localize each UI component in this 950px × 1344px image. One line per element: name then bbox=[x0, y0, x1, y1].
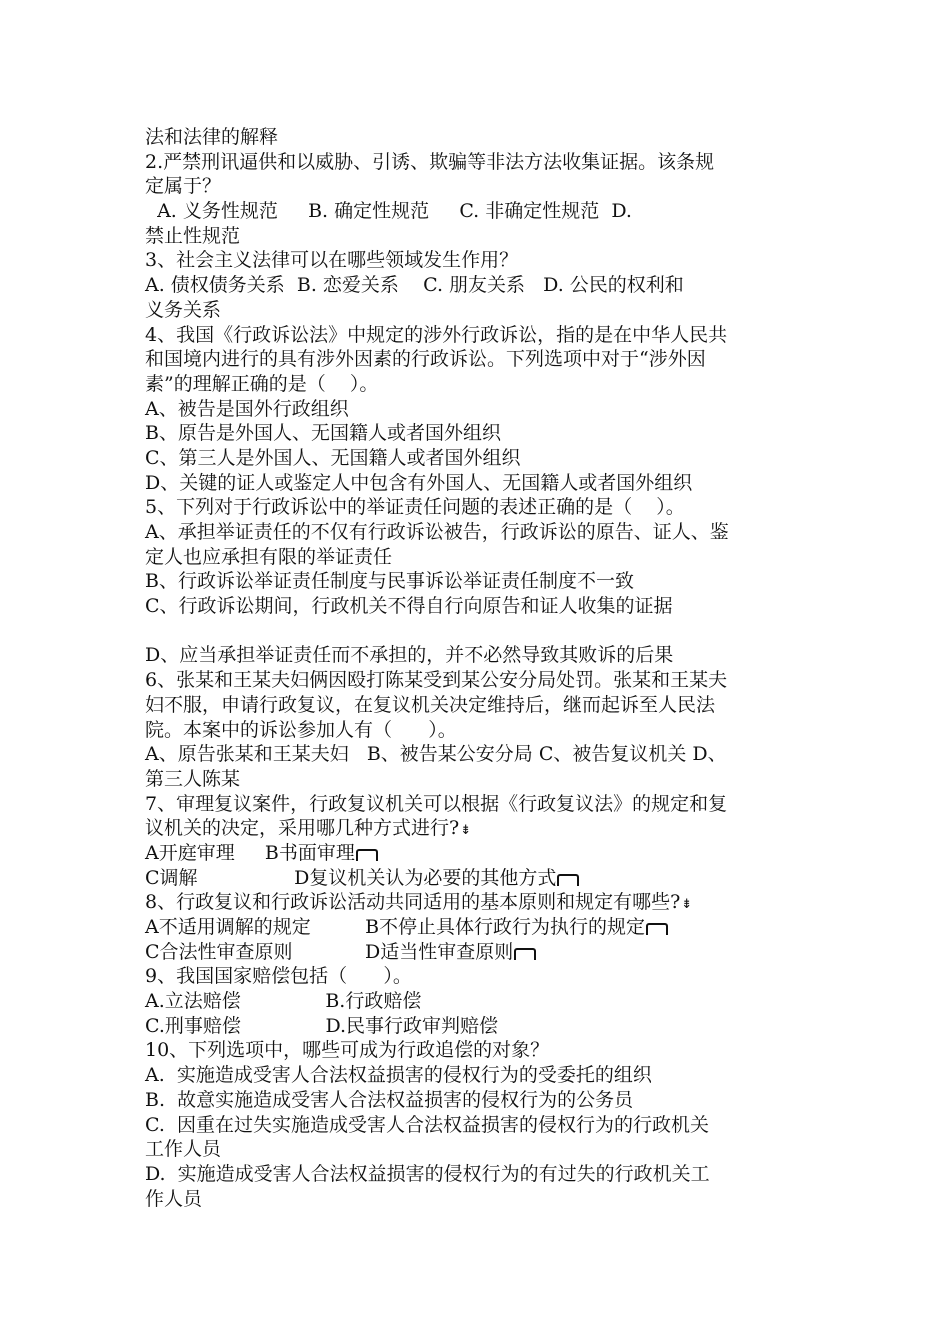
question-9-text: 9、我国国家赔偿包括（ ）。 bbox=[145, 965, 412, 988]
question-2-options: A. 义务性规范 B. 确定性规范 C. 非确定性规范 D. bbox=[145, 200, 632, 223]
option-line: A.立法赔偿 B.行政赔偿 bbox=[145, 990, 422, 1013]
option-line: B、行政诉讼举证责任制度与民事诉讼举证责任制度不一致 bbox=[145, 570, 634, 593]
option-line: A、承担举证责任的不仅有行政诉讼被告，行政诉讼的原告、证人、鉴 bbox=[145, 521, 729, 543]
question-3-options: A. 债权债务关系 B. 恋爱关系 C. 朋友关系 D. 公民的权利和 bbox=[145, 274, 684, 297]
paragraph-mark-icon bbox=[557, 874, 579, 886]
document-page bbox=[145, 125, 815, 1211]
option-line: D. 实施造成受害人合法权益损害的侵权行为的有过失的行政机关工 bbox=[145, 1162, 710, 1185]
option-line: A、被告是国外行政组织 bbox=[145, 397, 349, 420]
text-line: 素”的理解正确的是（ ）。 bbox=[145, 372, 379, 395]
text-line: 工作人员 bbox=[145, 1138, 222, 1161]
option-line: D、关键的证人或鉴定人中包含有外国人、无国籍人或者国外组织 bbox=[145, 471, 693, 494]
format-mark-icon: ⇟ bbox=[460, 823, 472, 839]
option-line: A. 实施造成受害人合法权益损害的侵权行为的受委托的组织 bbox=[145, 1064, 652, 1087]
option-line: D、应当承担举证责任而不承担的，并不必然导致其败诉的后果 bbox=[145, 644, 674, 667]
line-text: A不适用调解的规定 B不停止具体行政行为执行的规定 bbox=[145, 916, 646, 938]
option-line: C、行政诉讼期间，行政机关不得自行向原告和证人收集的证据 bbox=[145, 595, 673, 618]
paragraph-mark-icon bbox=[646, 923, 668, 935]
question-6-options: A、原告张某和王某夫妇 B、被告某公安分局 C、被告复议机关 D、 bbox=[145, 743, 727, 766]
text-line: 定人也应承担有限的举证责任 bbox=[145, 545, 393, 568]
line-text: C调解 D复议机关认为必要的其他方式 bbox=[145, 866, 557, 889]
option-line: B. 故意实施造成受害人合法权益损害的侵权行为的公务员 bbox=[145, 1088, 634, 1111]
option-line bbox=[145, 940, 815, 965]
question-8-text bbox=[145, 890, 815, 915]
format-mark-icon: ⇟ bbox=[681, 897, 693, 913]
text-line bbox=[145, 816, 815, 841]
blank-line bbox=[145, 619, 815, 644]
question-6-text: 6、张某和王某夫妇俩因殴打陈某受到某公安分局处罚。张某和王某夫 bbox=[145, 669, 728, 692]
line-text: C合法性审查原则 D适当性审查原则 bbox=[145, 940, 514, 963]
text-line: 法和法律的解释 bbox=[145, 126, 279, 148]
option-line bbox=[145, 841, 815, 866]
question-10-text: 10、下列选项中，哪些可成为行政追偿的对象？ bbox=[145, 1039, 550, 1062]
line-text: 8、行政复议和行政诉讼活动共同适用的基本原则和规定有哪些? bbox=[145, 891, 681, 914]
question-3-text: 3、社会主义法律可以在哪些领域发生作用？ bbox=[145, 249, 519, 272]
text-line: 妇不服，申请行政复议，在复议机关决定维持后，继而起诉至人民法 bbox=[145, 693, 716, 716]
question-5-text: 5、下列对于行政诉讼中的举证责任问题的表述正确的是（ ）。 bbox=[145, 496, 685, 519]
option-line: C.刑事赔偿 D.民事行政审判赔偿 bbox=[145, 1014, 499, 1037]
option-line bbox=[145, 866, 815, 891]
text-line: 作人员 bbox=[145, 1187, 203, 1210]
line-text: A开庭审理 B书面审理 bbox=[145, 841, 355, 864]
line-text: 议机关的决定，采用哪几种方式进行? bbox=[145, 817, 460, 840]
paragraph-mark-icon bbox=[514, 948, 536, 960]
paragraph-mark-icon bbox=[356, 849, 378, 861]
text-line: 院。本案中的诉讼参加人有（ ）。 bbox=[145, 718, 457, 741]
text-line: 禁止性规范 bbox=[145, 224, 241, 247]
text-line: 第三人陈某 bbox=[145, 767, 241, 790]
text-line: 和国境内进行的具有涉外因素的行政诉讼。下列选项中对于“涉外因 bbox=[145, 348, 706, 371]
option-line: B、原告是外国人、无国籍人或者国外组织 bbox=[145, 422, 501, 445]
question-7-text: 7、审理复议案件，行政复议机关可以根据《行政复议法》的规定和复 bbox=[145, 792, 728, 815]
text-line: 义务关系 bbox=[145, 298, 222, 321]
option-line: C. 因重在过失实施造成受害人合法权益损害的侵权行为的行政机关 bbox=[145, 1113, 709, 1136]
option-line: C、第三人是外国人、无国籍人或者国外组织 bbox=[145, 446, 521, 469]
question-4-text: 4、我国《行政诉讼法》中规定的涉外行政诉讼，指的是在中华人民共 bbox=[145, 323, 728, 346]
question-2-text: 2.严禁刑讯逼供和以威胁、引诱、欺骗等非法方法收集证据。该条规 bbox=[145, 150, 715, 173]
option-line bbox=[145, 915, 815, 940]
text-line: 定属于？ bbox=[145, 175, 222, 198]
